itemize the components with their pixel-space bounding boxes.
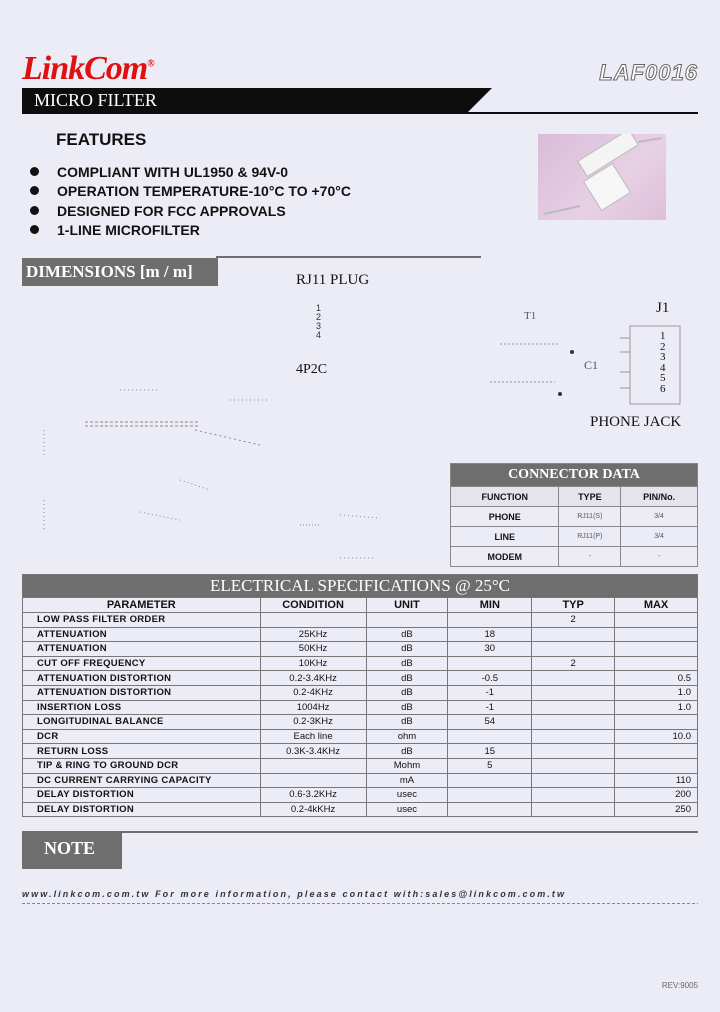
unit-cell: usec [366,802,448,817]
bullet-icon [30,186,39,195]
min-cell [448,613,532,628]
typ-cell [532,700,615,715]
table-row [451,547,698,567]
typ-cell: 2 [532,613,615,628]
j1-label: J1 [656,300,670,316]
feature-item [30,164,288,180]
table-row [23,656,698,671]
column-header: TYP [532,598,615,613]
pin-cell: 3/4 [621,527,698,547]
table-row [23,788,698,803]
parameter-cell: CUT OFF FREQUENCY [23,656,261,671]
typ-cell [532,758,615,773]
parameter-cell: TIP & RING TO GROUND DCR [23,758,261,773]
table-row [23,700,698,715]
typ-cell [532,788,615,803]
column-header: MAX [615,598,698,613]
condition-cell: Each line [260,729,366,744]
table-row [23,671,698,686]
condition-cell: 10KHz [260,656,366,671]
dimensions-heading: DIMENSIONS [m / m] [22,258,218,286]
min-cell [448,773,532,788]
column-header: PIN/No. [621,487,698,507]
product-photo [538,134,666,220]
phone-jack-label: PHONE JACK [590,414,682,430]
electrical-specs-body [23,613,698,817]
type-cell: RJ11(S) [559,507,621,527]
pin-number: 4 [660,361,666,374]
pin-number: 4 [316,330,322,340]
table-row [23,802,698,817]
unit-cell: dB [366,744,448,759]
unit-cell [366,613,448,628]
t1-label: T1 [524,310,537,322]
dimensions-rule [216,256,481,258]
unit-cell: dB [366,627,448,642]
pin-number: 6 [660,382,666,395]
max-cell: 0.5 [615,671,698,686]
max-cell: 1.0 [615,685,698,700]
function-cell: LINE [451,527,559,547]
feature-item [30,222,200,238]
title-bar-rule [22,112,698,114]
condition-cell: 0.2-4kKHz [260,802,366,817]
electrical-specs-heading: ELECTRICAL SPECIFICATIONS @ 25°C [23,575,698,598]
max-cell [615,715,698,730]
typ-cell [532,685,615,700]
dimension-drawing [30,290,450,565]
condition-cell: 25KHz [260,627,366,642]
typ-cell [532,627,615,642]
connector-data-table [450,463,698,567]
table-row [23,715,698,730]
parameter-cell: DELAY DISTORTION [23,788,261,803]
unit-cell: usec [366,788,448,803]
max-cell: 10.0 [615,729,698,744]
min-cell: 18 [448,627,532,642]
product-image-icon [538,134,666,220]
unit-cell: dB [366,700,448,715]
max-cell: 1.0 [615,700,698,715]
footer-contact: www.linkcom.com.tw For more information, please contact with:sales@linkcom.com.tw [22,889,567,899]
type-4p2c-label: 4P2C [296,362,328,377]
condition-cell [260,613,366,628]
table-row [23,685,698,700]
column-header: TYPE [559,487,621,507]
feature-text: 1-LINE MICROFILTER [57,222,200,238]
note-heading: NOTE [22,833,122,869]
part-number: LAF0016 [599,60,698,85]
features-heading: FEATURES [56,130,147,149]
bullet-icon [30,225,39,234]
footer-rule [22,903,698,904]
max-cell [615,758,698,773]
typ-cell [532,642,615,657]
unit-cell: dB [366,715,448,730]
connector-data-heading: CONNECTOR DATA [451,464,698,487]
electrical-specs-table [22,574,698,817]
max-cell [615,627,698,642]
c1-label: C1 [584,358,599,372]
column-header: PARAMETER [23,598,261,613]
type-cell: RJ11(P) [559,527,621,547]
brand-logo [22,50,154,88]
column-header: CONDITION [260,598,366,613]
column-header: UNIT [366,598,448,613]
function-cell: PHONE [451,507,559,527]
pin-cell: - [621,547,698,567]
min-cell: 5 [448,758,532,773]
table-row [23,729,698,744]
min-cell [448,788,532,803]
typ-cell [532,671,615,686]
min-cell [448,656,532,671]
feature-text: COMPLIANT WITH UL1950 & 94V-0 [57,164,289,180]
unit-cell: dB [366,671,448,686]
max-cell [615,744,698,759]
min-cell: 15 [448,744,532,759]
table-row [23,642,698,657]
table-row [23,758,698,773]
bullet-icon [30,206,39,215]
condition-cell [260,773,366,788]
typ-cell [532,715,615,730]
table-row [23,627,698,642]
pin-number: 3 [316,321,322,331]
registered-mark: ® [147,58,154,70]
rj11-plug-label: RJ11 PLUG [296,272,370,288]
table-row [23,773,698,788]
min-cell [448,802,532,817]
parameter-cell: LONGITUDINAL BALANCE [23,715,261,730]
max-cell: 110 [615,773,698,788]
pin-number: 2 [660,340,666,353]
pin-cell: 3/4 [621,507,698,527]
unit-cell: dB [366,685,448,700]
column-header: FUNCTION [451,487,559,507]
unit-cell: ohm [366,729,448,744]
condition-cell: 50KHz [260,642,366,657]
min-cell: -0.5 [448,671,532,686]
jack-pin-list [660,331,666,394]
max-cell: 250 [615,802,698,817]
condition-cell: 0.2-3.4KHz [260,671,366,686]
typ-cell [532,773,615,788]
page-title: MICRO FILTER [34,90,157,110]
pin-number: 3 [660,351,666,363]
min-cell: 30 [448,642,532,657]
min-cell [448,729,532,744]
revision-label: REV:9005 [661,981,698,990]
table-row [451,527,698,547]
pin-number: 1 [316,303,322,313]
parameter-cell: DELAY DISTORTION [23,802,261,817]
note-rule [22,831,698,833]
condition-cell: 0.3K-3.4KHz [260,744,366,759]
type-cell: - [559,547,621,567]
parameter-cell: LOW PASS FILTER ORDER [23,613,261,628]
typ-cell [532,744,615,759]
parameter-cell: DC CURRENT CARRYING CAPACITY [23,773,261,788]
typ-cell: 2 [532,656,615,671]
max-cell [615,656,698,671]
title-bar-tail [466,88,492,114]
condition-cell: 0.6-3.2KHz [260,788,366,803]
unit-cell: Mohm [366,758,448,773]
table-row [23,613,698,628]
condition-cell [260,758,366,773]
typ-cell [532,802,615,817]
feature-item [30,203,286,219]
unit-cell: dB [366,656,448,671]
pin-number: 5 [660,372,666,384]
feature-text: DESIGNED FOR FCC APPROVALS [57,203,286,219]
max-cell [615,613,698,628]
condition-cell: 0.2-4KHz [260,685,366,700]
min-cell: 54 [448,715,532,730]
pin-number: 2 [316,312,322,322]
min-cell: -1 [448,685,532,700]
pin-number: 1 [660,330,666,342]
min-cell: -1 [448,700,532,715]
table-row [451,507,698,527]
max-cell [615,642,698,657]
unit-cell: mA [366,773,448,788]
feature-item [30,183,351,199]
parameter-cell: INSERTION LOSS [23,700,261,715]
bullet-icon [30,167,39,176]
parameter-cell: RETURN LOSS [23,744,261,759]
table-row [23,744,698,759]
feature-text: OPERATION TEMPERATURE-10°C TO +70°C [57,183,351,199]
function-cell: MODEM [451,547,559,567]
parameter-cell: ATTENUATION [23,627,261,642]
parameter-cell: ATTENUATION DISTORTION [23,671,261,686]
max-cell: 200 [615,788,698,803]
typ-cell [532,729,615,744]
parameter-cell: DCR [23,729,261,744]
parameter-cell: ATTENUATION [23,642,261,657]
condition-cell: 1004Hz [260,700,366,715]
condition-cell: 0.2-3KHz [260,715,366,730]
column-header: MIN [448,598,532,613]
brand-name: LinkCom [22,50,148,87]
parameter-cell: ATTENUATION DISTORTION [23,685,261,700]
unit-cell: dB [366,642,448,657]
